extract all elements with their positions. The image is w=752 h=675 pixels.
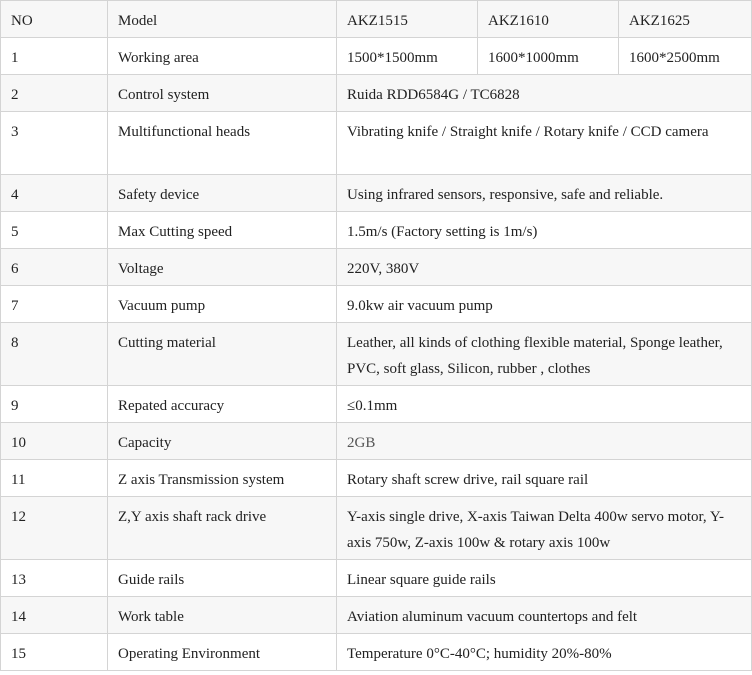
row-value: Vibrating knife / Straight knife / Rotary knife / CCD camera [337,112,752,175]
row-label: Vacuum pump [108,286,337,323]
header-model-akz1515: AKZ1515 [337,1,478,38]
row-number: 1 [1,38,108,75]
row-value: Linear square guide rails [337,560,752,597]
row-label: Multifunctional heads [108,112,337,175]
row-label: Cutting material [108,323,337,386]
row-label: Working area [108,38,337,75]
row-value: Ruida RDD6584G / TC6828 [337,75,752,112]
table-row [1,560,752,597]
row-value: 9.0kw air vacuum pump [337,286,752,323]
row-value: 2GB [337,423,752,460]
table-row [1,597,752,634]
table-header-row [1,1,752,38]
row-label: Capacity [108,423,337,460]
header-model-akz1610: AKZ1610 [478,1,619,38]
row-number: 12 [1,497,108,560]
row-number: 4 [1,175,108,212]
row-value: ≤0.1mm [337,386,752,423]
table-row [1,460,752,497]
row-label: Work table [108,597,337,634]
row-number: 6 [1,249,108,286]
row-number: 7 [1,286,108,323]
row-value: Y-axis single drive, X-axis Taiwan Delta 400w servo motor, Y-axis 750w, Z-axis 100w & rotary axis 100w [337,497,752,560]
row-label: Z axis Transmission system [108,460,337,497]
table-row [1,212,752,249]
row-number: 3 [1,112,108,175]
row-number: 15 [1,634,108,671]
table-row [1,175,752,212]
working-area-akz1610: 1600*1000mm [478,38,619,75]
header-no: NO [1,1,108,38]
row-number: 14 [1,597,108,634]
row-number: 8 [1,323,108,386]
table-row [1,249,752,286]
header-model: Model [108,1,337,38]
row-number: 13 [1,560,108,597]
row-value: Leather, all kinds of clothing flexible material, Sponge leather, PVC, soft glass, Silicon, rubber , clothes [337,323,752,386]
row-value: 220V, 380V [337,249,752,286]
row-value: Using infrared sensors, responsive, safe and reliable. [337,175,752,212]
row-label: Operating Environment [108,634,337,671]
header-model-akz1625: AKZ1625 [619,1,752,38]
table-row [1,497,752,560]
table-row [1,323,752,386]
row-number: 10 [1,423,108,460]
table-row [1,634,752,671]
row-value: Rotary shaft screw drive, rail square rail [337,460,752,497]
row-label: Control system [108,75,337,112]
row-value: 1.5m/s (Factory setting is 1m/s) [337,212,752,249]
working-area-akz1625: 1600*2500mm [619,38,752,75]
row-label: Max Cutting speed [108,212,337,249]
row-label: Voltage [108,249,337,286]
row-label: Safety device [108,175,337,212]
row-number: 5 [1,212,108,249]
row-label: Guide rails [108,560,337,597]
table-row [1,286,752,323]
row-value: Aviation aluminum vacuum countertops and felt [337,597,752,634]
row-number: 11 [1,460,108,497]
row-label: Z,Y axis shaft rack drive [108,497,337,560]
table-row [1,386,752,423]
row-value: Temperature 0°C-40°C; humidity 20%-80% [337,634,752,671]
table-row [1,112,752,175]
row-number: 2 [1,75,108,112]
working-area-akz1515: 1500*1500mm [337,38,478,75]
row-label: Repated accuracy [108,386,337,423]
table-row [1,38,752,75]
table-row [1,75,752,112]
table-row [1,423,752,460]
row-number: 9 [1,386,108,423]
